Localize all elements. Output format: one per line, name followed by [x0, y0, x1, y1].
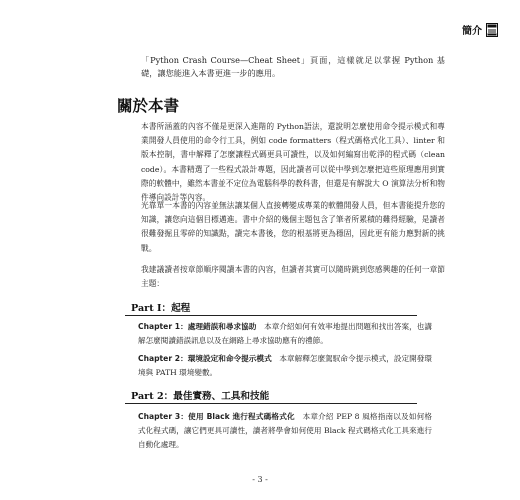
page-number: - 3 - — [252, 475, 268, 484]
chapter-title: 環境設定和命令提示模式 — [187, 354, 272, 363]
page-header — [462, 22, 498, 37]
chapter-title: 處理錯誤和尋求協助 — [187, 322, 257, 331]
chapter-number: Chapter 2： — [138, 354, 188, 363]
divider — [125, 315, 417, 316]
body-paragraph: 我建議讀者按章節順序閱讀本書的內容，但讀者其實可以隨時跳到您感興趣的任何一章節主題： — [141, 265, 445, 289]
part-heading: Part 2：最佳實務、工具和技能 — [131, 391, 270, 402]
chapter-entry — [138, 352, 432, 380]
chapter-entry — [138, 320, 432, 348]
body-paragraph: 光靠單一本書的內容並無法讓某個人直接轉變成專業的軟體開發人員，但本書能提升您的知識，讓您向這個目標邁進。書中介紹的幾個主題包含了筆者所累積的難得經驗，是讀者很難發掘且零碎的知識點，讀完本書後，您的根基將更為穩固，因此更有能力應對新的挑戰。 — [141, 201, 445, 253]
part-heading: Part I：起程 — [131, 303, 191, 314]
chapter-number: Chapter 1： — [138, 322, 188, 331]
chapter-number: Chapter 3： — [138, 412, 189, 421]
intro-paragraph: 「Python Crash Course—Cheat Sheet」頁面，這樣就足以掌握 Python 基礎，讓您能進入本書更進一步的應用。 — [141, 55, 445, 78]
chapter-description: 本章介紹 PEP 8 風格指南以及如何格式化程式碼，讓它們更具可讀性，讀者將學會如何使用 Black 程式碼格式化工具來進行自動化處理。 — [138, 412, 432, 450]
chapter-description: 本章介紹如何有效率地提出問題和找出答案，也講解怎麼閱讀錯誤訊息以及在網路上尋求協助應有的禮節。 — [138, 322, 433, 346]
header-label: 簡介 — [462, 26, 482, 37]
divider — [125, 403, 417, 404]
chapter-description: 本章解釋怎麼駕馭命令提示模式，設定開發環境與 PATH 環境變數。 — [138, 354, 433, 378]
section-title: 關於本書 — [117, 97, 180, 115]
chapter-title: 使用 Black 進行程式碼格式化 — [188, 412, 295, 421]
body-paragraph: 本書所涵蓋的內容不僅是更深入進階的 Python語法，還說明怎麼使用命令提示模式和專業開發人員使用的命令行工具，例如 code formatters（程式碼格式化工具）、linter 和版本控制，書中解釋了怎麼讓程式碼更具可讀性，以及如何編寫出乾淨的程式碼（clean code）。本書精選了一些程式設計專題，因此讀者可以從中學到怎麼把這些原理應用到實際的軟體中，雖然本書並不定位為電腦科學的教科書，但還是有解說大 O 演算法分析和物件導向設計等內容。 — [141, 122, 445, 203]
book-icon — [486, 23, 498, 37]
chapter-entry — [138, 410, 432, 453]
